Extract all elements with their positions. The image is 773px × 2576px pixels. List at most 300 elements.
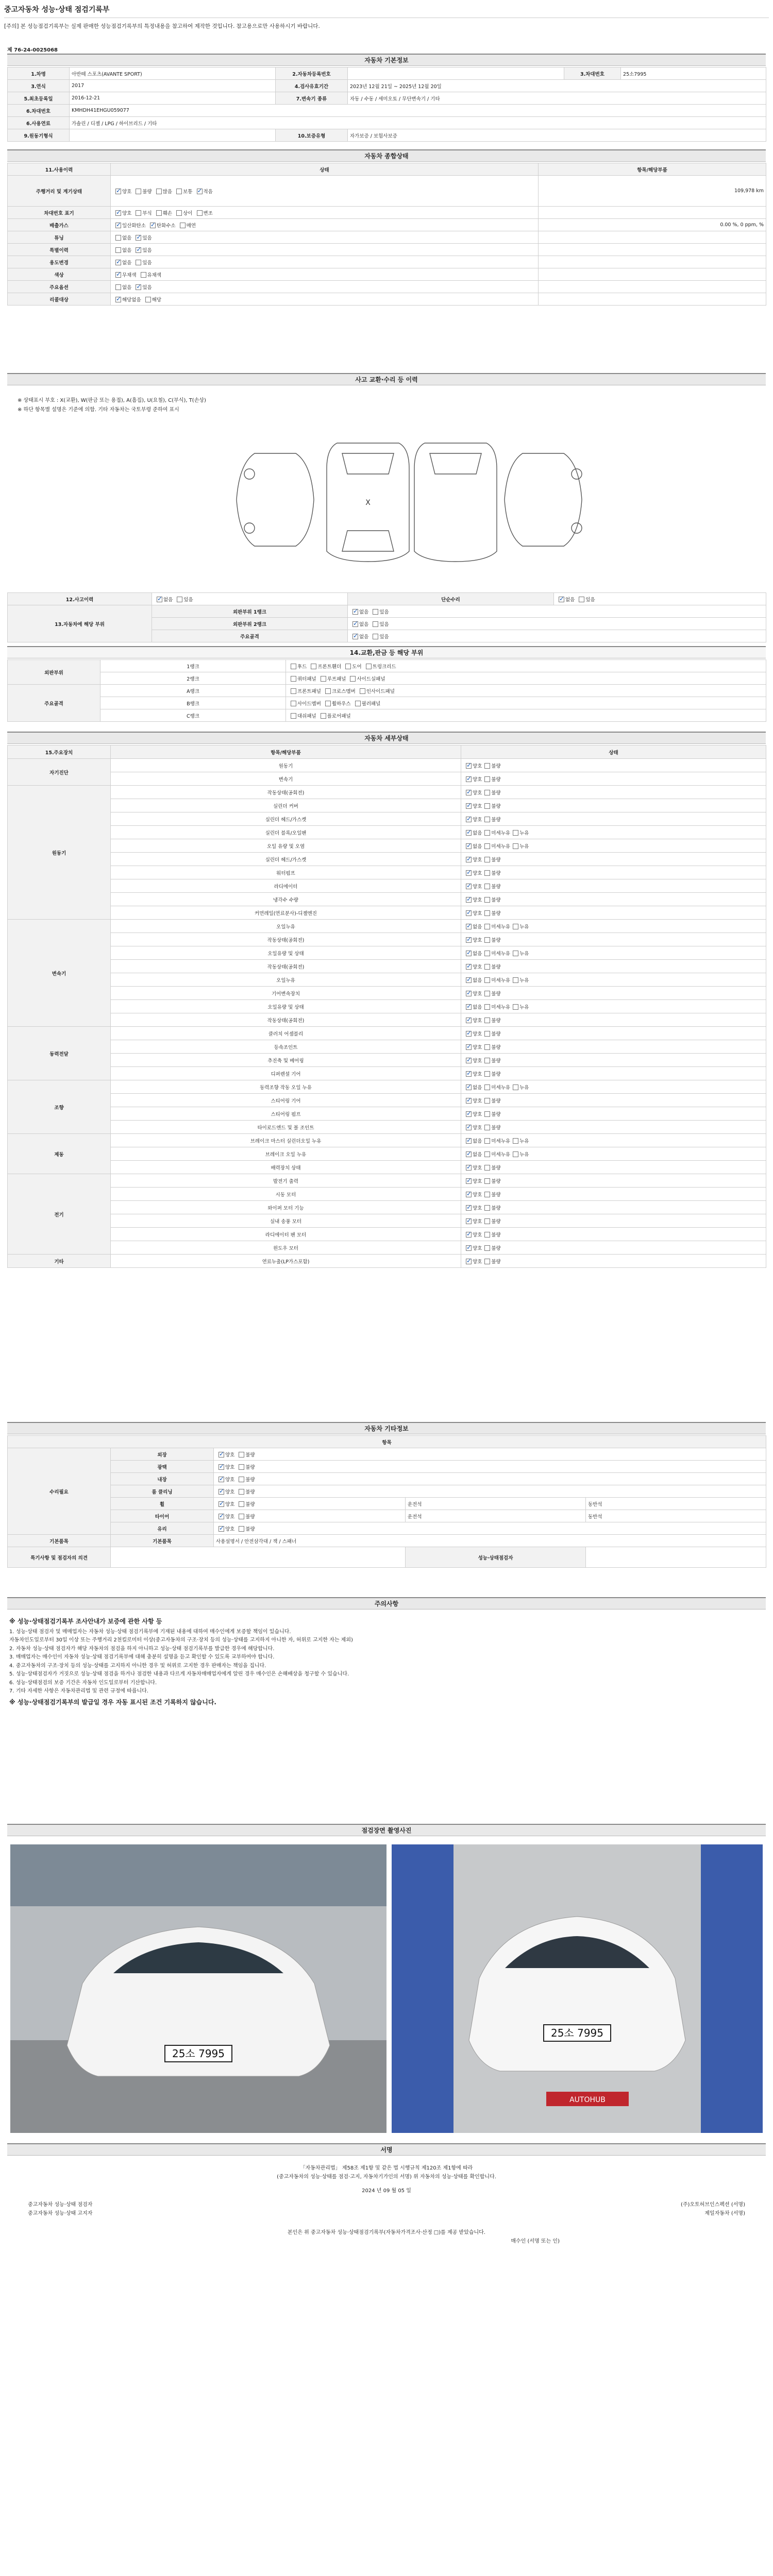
state-option-label: 양호 (473, 1205, 482, 1211)
checkbox[interactable] (136, 260, 141, 265)
table-row (8, 1107, 766, 1121)
label-year: 3.연식 (8, 80, 70, 92)
checkbox[interactable] (484, 1058, 490, 1063)
status-special-label: 특별이력 (8, 244, 111, 256)
checkbox-checked[interactable] (219, 1477, 224, 1482)
detail-item-label: 브레이크 오일 누유 (111, 1147, 461, 1161)
detail-head-state: 상태 (461, 745, 766, 759)
state-option-label: 양호 (473, 817, 482, 823)
checkbox[interactable] (484, 1125, 490, 1130)
checkbox[interactable] (484, 977, 490, 983)
checkbox-checked[interactable] (466, 1192, 472, 1197)
checkbox-checked[interactable] (136, 235, 141, 241)
table-row (8, 812, 766, 826)
checkbox-checked[interactable] (219, 1489, 224, 1495)
checkbox-checked[interactable] (466, 937, 472, 943)
checkbox[interactable] (484, 1071, 490, 1077)
checkbox[interactable] (484, 1259, 490, 1264)
table-row (8, 946, 766, 960)
checkbox-checked[interactable] (136, 284, 141, 290)
state-option-label: 없음 (473, 951, 482, 957)
checkbox[interactable] (484, 1205, 490, 1211)
checkbox-checked[interactable] (466, 897, 472, 903)
detail-item-label: 브레이크 마스터 실린더오일 누유 (111, 1134, 461, 1147)
checkbox[interactable] (484, 817, 490, 822)
checkbox[interactable] (180, 223, 186, 228)
checkbox-checked[interactable] (466, 803, 472, 809)
state-option-label: 양호 (473, 776, 482, 783)
checkbox[interactable] (350, 676, 356, 682)
state-option-label: 누유 (519, 977, 529, 984)
checkbox[interactable] (360, 688, 365, 694)
checkbox-checked[interactable] (466, 924, 472, 929)
checkbox[interactable] (484, 897, 490, 903)
value-year: 2017 (70, 80, 276, 92)
label-first-reg: 5.최초등록일 (8, 92, 70, 105)
checkbox[interactable] (484, 1138, 490, 1144)
checkbox[interactable] (291, 701, 296, 706)
checkbox[interactable] (239, 1501, 244, 1507)
state-option-label: 불량 (491, 870, 501, 876)
checkbox[interactable] (513, 924, 518, 929)
checkbox[interactable] (239, 1464, 244, 1470)
checkbox[interactable] (513, 977, 518, 983)
detail-item-label: 워터펌프 (111, 866, 461, 879)
detail-item-state (461, 1067, 766, 1080)
checkbox[interactable] (484, 1192, 490, 1197)
checkbox[interactable] (484, 1178, 490, 1184)
checkbox[interactable] (513, 1084, 518, 1090)
checkbox[interactable] (136, 189, 141, 194)
outer1-label: 외판부위 1랭크 (152, 605, 348, 618)
checkbox[interactable] (136, 210, 141, 216)
table-row (8, 786, 766, 799)
checkbox-checked[interactable] (466, 1071, 472, 1077)
checkbox-checked[interactable] (466, 977, 472, 983)
checkbox-checked[interactable] (197, 189, 203, 194)
state-option-label: 양호 (473, 937, 482, 943)
checkbox[interactable] (513, 830, 518, 836)
status-head-history: 11.사용이력 (8, 163, 111, 176)
signature-block: 「자동차관리법」 제58조 제1항 및 같은 법 시행규칙 제120조 제1항에 따라 (중고자동차의 성능·상태를 점검·고지, 자동차기가인의 서명) 위 자동차의 성능·상태를 확인합니다. 2024 년 09 월 05 일 중고자동차 성능·상태 점검자 (주)오토허브인스펙션 (서명) 중고자동차 성능·상태 고지자 제일자동차 (서명) 본인은 위 중고자동차 성능·상태점검기록부(자동차가격조사·산정 □)를 제공 받았습니다. 매수인 (서명 또는 인) (28, 2165, 745, 2244)
detail-item-label: 스티어링 기어 (111, 1094, 461, 1107)
checkbox-checked[interactable] (466, 830, 472, 836)
checkbox-checked[interactable] (115, 223, 121, 228)
state-option-label: 미세누유 (491, 924, 511, 930)
checkbox[interactable] (484, 1084, 490, 1090)
checkbox[interactable] (145, 297, 151, 302)
status-head-items: 항목/해당부품 (539, 163, 766, 176)
table-row (8, 1161, 766, 1174)
detail-item-state (461, 973, 766, 987)
damage-legend-1: ※ 상태표시 부호 : X(교환), W(판금 또는 용접), A(흠집), U(요철), C(부식), T(손상) (18, 398, 206, 403)
table-row (8, 1067, 766, 1080)
state-option-label: 불량 (491, 1031, 501, 1037)
checkbox[interactable] (484, 803, 490, 809)
checkbox-checked[interactable] (466, 1084, 472, 1090)
state-option-label: 불량 (491, 1205, 501, 1211)
table-row (8, 1000, 766, 1013)
checkbox[interactable] (484, 1018, 490, 1023)
section-detail: 자동차 세부상태 (7, 732, 766, 744)
checkbox-checked[interactable] (466, 1178, 472, 1184)
checkbox[interactable] (373, 621, 378, 627)
state-option-label: 양호 (473, 1232, 482, 1238)
checkbox[interactable] (579, 597, 584, 602)
checkbox[interactable] (484, 763, 490, 769)
checkbox-checked[interactable] (466, 1165, 472, 1171)
checkbox[interactable] (355, 701, 361, 706)
state-option-label: 불량 (491, 1178, 501, 1184)
status-head-state: 상태 (111, 163, 539, 176)
checkbox[interactable] (484, 857, 490, 862)
status-mileage-checks: ✓ 양호 불량 많음 보통 ✓적음 (111, 176, 539, 207)
checkbox[interactable] (321, 676, 326, 682)
state-option-label: 불량 (491, 1218, 501, 1225)
checkbox-checked[interactable] (466, 1218, 472, 1224)
detail-item-state (461, 1228, 766, 1241)
status-tuning-label: 튜닝 (8, 231, 111, 244)
checkbox[interactable] (484, 1151, 490, 1157)
detail-item-state (461, 946, 766, 960)
main-frame-label: 주요골격 (152, 630, 348, 642)
checkbox-checked[interactable] (466, 870, 472, 876)
checkbox-checked[interactable] (466, 763, 472, 769)
label-engine-type: 9.원동기형식 (8, 129, 70, 142)
table-row (8, 960, 766, 973)
detail-group-label: 기타 (8, 1255, 111, 1268)
checkbox[interactable] (239, 1452, 244, 1458)
accident-table: 12.사고이력 ✓ 없음 있음 단순수리 ✓ 없음 있음 13.자동차에 해당 부위 외판부위 1랭크 ✓ 없음 있음 외판부위 2랭크 ✓ 없음 있음 주요골격 ✓ 없음 있음 (7, 592, 766, 642)
state-option-label: 양호 (473, 1245, 482, 1251)
checkbox[interactable] (484, 790, 490, 795)
checkbox[interactable] (484, 1218, 490, 1224)
detail-item-state (461, 1040, 766, 1054)
checkbox-checked[interactable] (352, 609, 358, 615)
checkbox[interactable] (484, 884, 490, 889)
checkbox[interactable] (484, 924, 490, 929)
checkbox-checked[interactable] (466, 857, 472, 862)
detail-group-label: 원동기 (8, 786, 111, 920)
checkbox[interactable] (366, 664, 372, 669)
checkbox[interactable] (239, 1489, 244, 1495)
state-option-label: 양호 (473, 1071, 482, 1077)
checkbox[interactable] (291, 713, 296, 719)
status-table: 11.사용이력 상태 항목/해당부품 주행거리 및 계기상태 ✓ 양호 불량 많음 보통 ✓적음 109,978 km 차대번호 표기 ✓ 양호 부식 훼손 상이 변조 배출가스 ✓ 일산화탄소 ✓탄화수소 매연 0.00 %, 0 ppm, % 튜닝 없음 ✓있음 특별이력 없음 ✓있음 용도변경 ✓ 없음 있음 색상 ✓ 무채색 유채색 주요옵션 없음 ✓있음 리콜대상 ✓ 해당없음 해당 (7, 163, 766, 306)
checkbox[interactable] (291, 676, 296, 682)
value-first-reg: 2016-12-21 (70, 92, 276, 105)
label-reg-no: 2.자동차등록번호 (276, 67, 348, 80)
label-transmission: 7.변속기 종류 (276, 92, 348, 105)
checkbox[interactable] (484, 1165, 490, 1171)
table-row (8, 826, 766, 839)
detail-item-label: 배력장치 상태 (111, 1161, 461, 1174)
checkbox[interactable] (484, 830, 490, 836)
state-option-label: 미세누유 (491, 977, 511, 984)
checkbox-checked[interactable] (466, 1031, 472, 1037)
checkbox-checked[interactable] (466, 991, 472, 996)
checkbox[interactable] (484, 776, 490, 782)
state-option-label: 미세누유 (491, 1138, 511, 1144)
state-option-label: 양호 (473, 1192, 482, 1198)
checkbox[interactable] (291, 664, 296, 669)
checkbox-checked[interactable] (352, 634, 358, 639)
checkbox[interactable] (484, 1098, 490, 1104)
checkbox-checked[interactable] (466, 776, 472, 782)
checkbox[interactable] (484, 991, 490, 996)
basic-info-table (7, 67, 766, 142)
checkbox-checked[interactable] (466, 964, 472, 970)
status-vin-label: 차대번호 표기 (8, 207, 111, 219)
photo-rear (392, 1844, 768, 2133)
state-option-label: 양호 (473, 897, 482, 903)
state-option-label: 양호 (473, 991, 482, 997)
checkbox[interactable] (115, 235, 121, 241)
checkbox[interactable] (177, 597, 182, 602)
status-mileage-value: 109,978 km (539, 176, 766, 207)
checkbox-checked[interactable] (219, 1526, 224, 1532)
state-option-label: 미세누유 (491, 843, 511, 850)
checkbox-checked[interactable] (466, 1259, 472, 1264)
exchange-parts-title: 14.교환,판금 등 해당 부위 (7, 646, 766, 658)
state-option-label: 양호 (473, 1111, 482, 1117)
checkbox-checked[interactable] (219, 1501, 224, 1507)
detail-item-state (461, 1013, 766, 1027)
checkbox[interactable] (373, 609, 378, 615)
section-extra: 자동차 기타정보 (7, 1422, 766, 1434)
svg-text:X: X (365, 499, 371, 507)
state-option-label: 양호 (473, 1178, 482, 1184)
checkbox[interactable] (239, 1477, 244, 1482)
checkbox-checked[interactable] (466, 1125, 472, 1130)
state-option-label: 누유 (519, 951, 529, 957)
outer2-label: 외판부위 2랭크 (152, 618, 348, 630)
detail-item-state (461, 812, 766, 826)
state-option-label: 불량 (491, 1058, 501, 1064)
checkbox[interactable] (156, 189, 162, 194)
state-option-label: 불량 (491, 1232, 501, 1238)
checkbox[interactable] (345, 664, 351, 669)
status-vin-checks: ✓ 양호 부식 훼손 상이 변조 (111, 207, 539, 219)
state-option-label: 양호 (473, 884, 482, 890)
detail-group-label: 변속기 (8, 920, 111, 1027)
detail-item-label: 작동상태(공회전) (111, 786, 461, 799)
state-option-label: 불량 (491, 884, 501, 890)
detail-item-label: 와이퍼 모터 기능 (111, 1201, 461, 1214)
extra-head: 항목 (8, 1436, 766, 1448)
detail-item-label: 원동기 (111, 759, 461, 772)
checkbox-checked[interactable] (466, 910, 472, 916)
table-row (8, 866, 766, 879)
checkbox[interactable] (484, 1245, 490, 1251)
detail-item-label: 추진축 및 베어링 (111, 1054, 461, 1067)
detail-item-state (461, 1107, 766, 1121)
checkbox[interactable] (141, 272, 146, 278)
checkbox-checked[interactable] (466, 1138, 472, 1144)
checkbox-checked[interactable] (559, 597, 564, 602)
table-row (8, 1027, 766, 1040)
checkbox-checked[interactable] (466, 790, 472, 795)
detail-item-label: 등속조인트 (111, 1040, 461, 1054)
checkbox[interactable] (197, 210, 203, 216)
checkbox[interactable] (484, 1031, 490, 1037)
checkbox-checked[interactable] (115, 210, 121, 216)
checkbox-checked[interactable] (157, 597, 162, 602)
state-option-label: 없음 (473, 1084, 482, 1091)
detail-item-label: 작동상태(공회전) (111, 1013, 461, 1027)
state-option-label: 없음 (473, 1004, 482, 1010)
state-option-label: 양호 (473, 1044, 482, 1050)
checkbox[interactable] (484, 1232, 490, 1238)
rear-plate-text: 25소 7995 (550, 2027, 604, 2039)
checkbox[interactable] (513, 1151, 518, 1157)
checkbox-checked[interactable] (115, 260, 121, 265)
checkbox[interactable] (321, 713, 326, 719)
checkbox-checked[interactable] (466, 1058, 472, 1063)
state-option-label: 불량 (491, 1259, 501, 1265)
checkbox-checked[interactable] (352, 621, 358, 627)
checkbox[interactable] (484, 951, 490, 956)
notice-text: [주의] 본 성능점검기록부는 실제 판매한 성능점검기록부의 특정내용을 참고하여 제작한 것입니다. 참고용으로만 사용하시기 바랍니다. (4, 23, 320, 29)
state-option-label: 없음 (473, 977, 482, 984)
checkbox-checked[interactable] (115, 272, 121, 278)
detail-item-state (461, 893, 766, 906)
checkbox-checked[interactable] (150, 223, 156, 228)
checkbox[interactable] (484, 870, 490, 876)
checkbox-checked[interactable] (466, 817, 472, 822)
label-fuel: 6.사용연료 (8, 117, 70, 129)
checkbox[interactable] (325, 688, 331, 694)
checkbox[interactable] (176, 210, 182, 216)
checkbox[interactable] (513, 1138, 518, 1144)
checkbox[interactable] (239, 1526, 244, 1532)
state-option-label: 양호 (473, 1058, 482, 1064)
state-option-label: 불량 (491, 910, 501, 917)
checkbox[interactable] (484, 937, 490, 943)
table-row (8, 1080, 766, 1094)
caution-title: ※ 성능·상태점검기록부 조사안내가 보증에 관한 사항 등 (9, 1618, 162, 1625)
checkbox[interactable] (156, 210, 162, 216)
checkbox-checked[interactable] (219, 1464, 224, 1470)
checkbox[interactable] (484, 964, 490, 970)
detail-group-label: 제동 (8, 1134, 111, 1174)
detail-item-label: 발전기 출력 (111, 1174, 461, 1188)
checkbox-checked[interactable] (115, 189, 121, 194)
detail-item-state (461, 1201, 766, 1214)
simple-repair-label: 단순수리 (348, 593, 554, 605)
checkbox[interactable] (325, 701, 331, 706)
checkbox[interactable] (373, 634, 378, 639)
checkbox[interactable] (513, 843, 518, 849)
state-option-label: 미세누유 (491, 951, 511, 957)
checkbox-checked[interactable] (466, 1018, 472, 1023)
checkbox-checked[interactable] (219, 1452, 224, 1458)
state-option-label: 양호 (473, 803, 482, 809)
car-front-photo-icon (10, 1844, 386, 2133)
checkbox-checked[interactable] (466, 1004, 472, 1010)
state-option-label: 불량 (491, 1165, 501, 1171)
accident-label: 12.사고이력 (8, 593, 152, 605)
table-row (8, 839, 766, 853)
state-option-label: 불량 (491, 1245, 501, 1251)
checkbox[interactable] (311, 664, 316, 669)
detail-item-state (461, 1255, 766, 1268)
status-mileage-label: 주행거리 및 계기상태 (8, 176, 111, 207)
table-row (8, 1228, 766, 1241)
detail-item-label: 실내 송풍 모터 (111, 1214, 461, 1228)
checkbox[interactable] (115, 284, 121, 290)
checkbox[interactable] (484, 843, 490, 849)
state-option-label: 누유 (519, 1138, 529, 1144)
checkbox-checked[interactable] (466, 1044, 472, 1050)
detail-group-label: 전기 (8, 1174, 111, 1255)
checkbox[interactable] (484, 1004, 490, 1010)
checkbox-checked[interactable] (136, 247, 141, 253)
checkbox[interactable] (115, 247, 121, 253)
checkbox-checked[interactable] (219, 1514, 224, 1519)
detail-item-state (461, 799, 766, 812)
state-option-label: 없음 (473, 1151, 482, 1158)
table-row (8, 853, 766, 866)
label-warranty: 10.보증유형 (276, 129, 348, 142)
checkbox[interactable] (176, 189, 182, 194)
checkbox[interactable] (484, 910, 490, 916)
detail-item-label: 오일유량 및 상태 (111, 946, 461, 960)
checkbox[interactable] (484, 1044, 490, 1050)
detail-item-state (461, 1080, 766, 1094)
checkbox-checked[interactable] (466, 1151, 472, 1157)
table-row (8, 987, 766, 1000)
detail-item-state (461, 853, 766, 866)
detail-item-label: 라디에이터 (111, 879, 461, 893)
section-basic-info: 자동차 기본정보 (7, 54, 766, 66)
state-option-label: 양호 (473, 1218, 482, 1225)
state-option-label: 불량 (491, 1111, 501, 1117)
checkbox-checked[interactable] (115, 297, 121, 302)
status-options-label: 주요옵션 (8, 281, 111, 293)
label-model: 1.차명 (8, 67, 70, 80)
table-row (8, 920, 766, 933)
state-option-label: 미세누유 (491, 1084, 511, 1091)
checkbox[interactable] (513, 1004, 518, 1010)
checkbox[interactable] (513, 951, 518, 956)
state-option-label: 양호 (473, 857, 482, 863)
detail-item-state (461, 772, 766, 786)
table-row (8, 1174, 766, 1188)
status-emission-checks: ✓ 일산화탄소 ✓탄화수소 매연 (111, 219, 539, 231)
checkbox-checked[interactable] (466, 843, 472, 849)
checkbox-checked[interactable] (466, 1232, 472, 1238)
detail-item-state (461, 960, 766, 973)
checkbox-checked[interactable] (466, 884, 472, 889)
checkbox[interactable] (239, 1514, 244, 1519)
checkbox-checked[interactable] (466, 1098, 472, 1104)
state-option-label: 양호 (473, 870, 482, 876)
table-row (8, 1094, 766, 1107)
state-option-label: 불량 (491, 964, 501, 970)
checkbox[interactable] (484, 1111, 490, 1117)
state-option-label: 누유 (519, 843, 529, 850)
checkbox-checked[interactable] (466, 1245, 472, 1251)
checkbox-checked[interactable] (466, 951, 472, 956)
detail-item-state (461, 1174, 766, 1188)
state-option-label: 양호 (473, 910, 482, 917)
checkbox[interactable] (291, 688, 296, 694)
checkbox-checked[interactable] (466, 1111, 472, 1117)
checkbox-checked[interactable] (466, 1205, 472, 1211)
table-row (8, 1013, 766, 1027)
state-option-label: 불량 (491, 776, 501, 783)
